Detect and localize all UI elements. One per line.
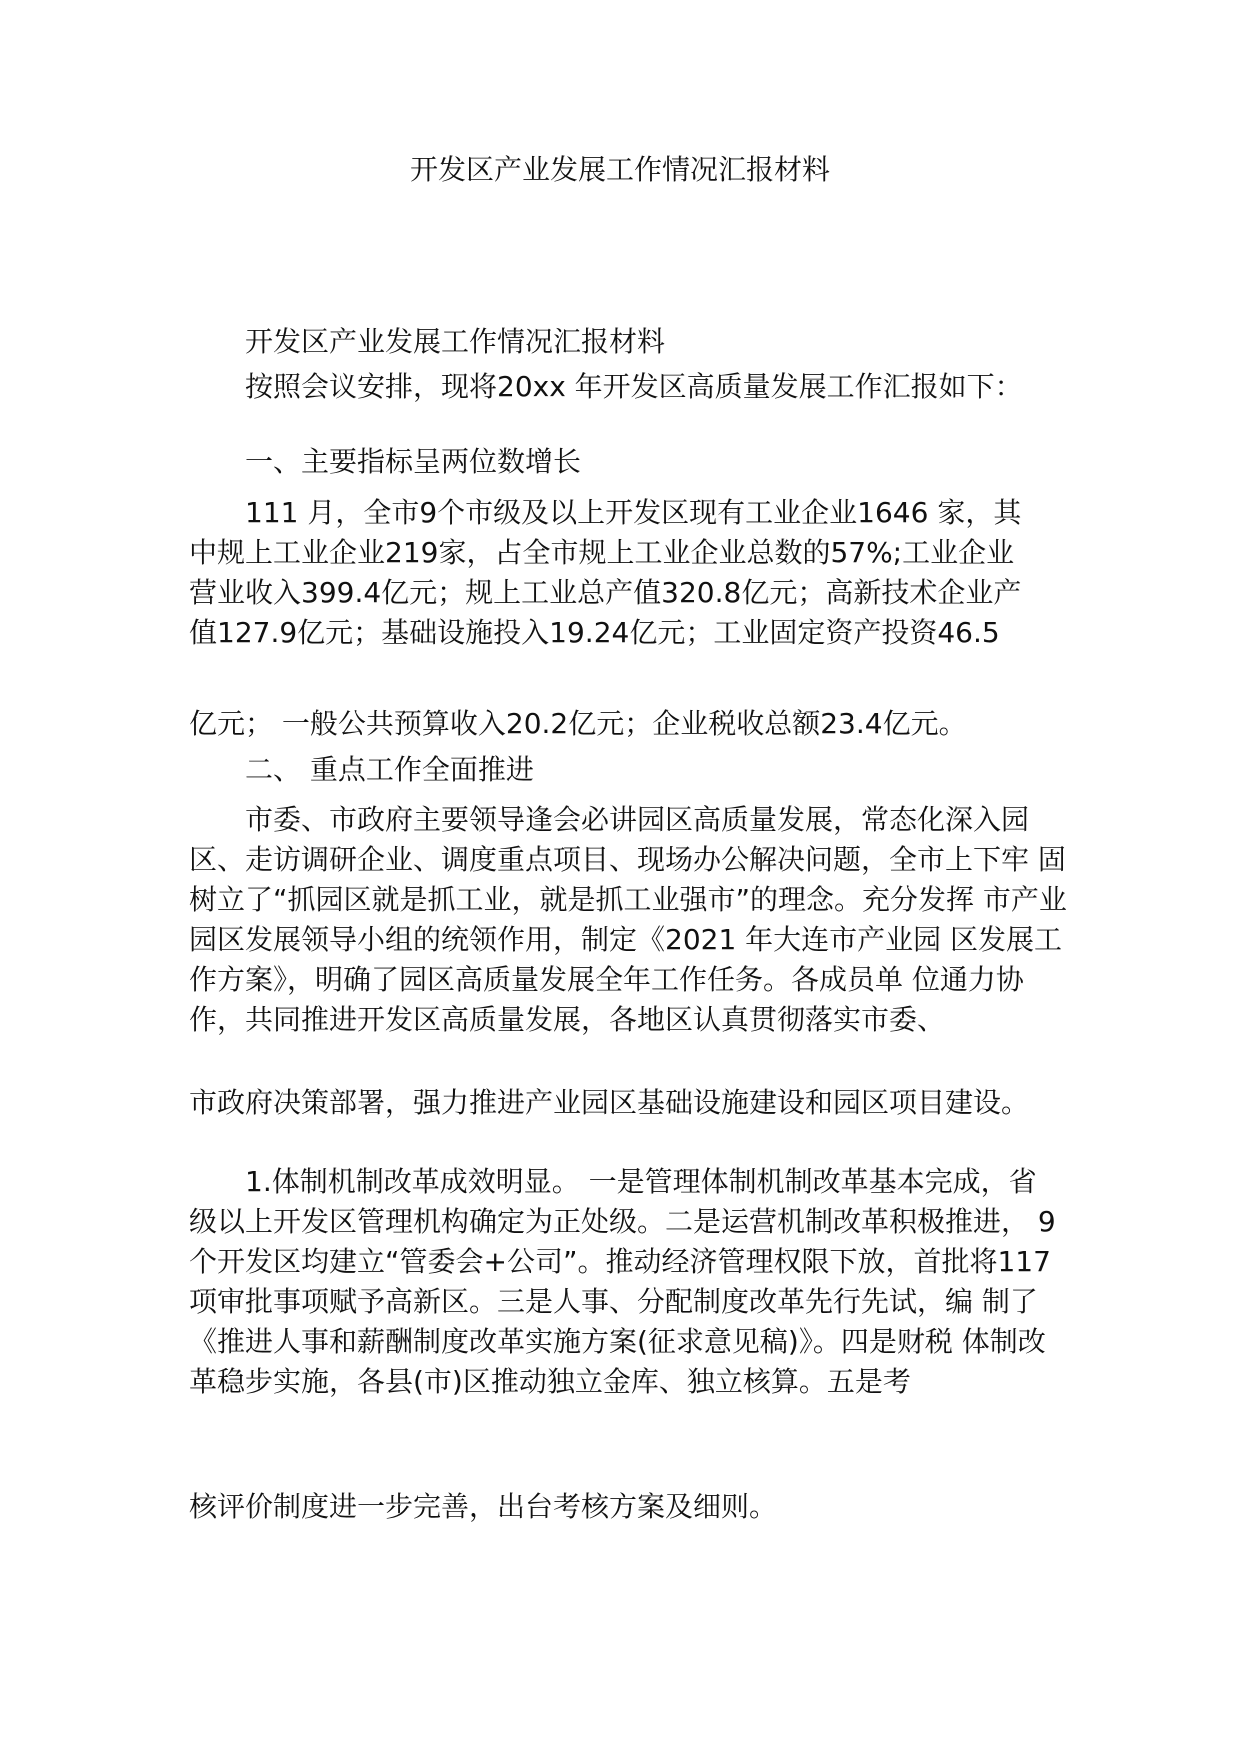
- reform-paragraph-continued: 核评价制度进一步完善，出台考核方案及细则。: [189, 1490, 778, 1523]
- section-heading-1: 一、主要指标呈两位数增长: [245, 445, 582, 478]
- intro-paragraph: 按照会议安排，现将20xx 年开发区高质量发展工作汇报如下：: [245, 370, 1023, 403]
- indicators-paragraph-continued: 亿元； 一般公共预算收入20.2亿元；企业税收总额23.4亿元。: [189, 707, 967, 740]
- reform-paragraph: 1.体制机制改革成效明显。 一是管理体制机制改革基本完成，省 级以上开发区管理机构确定为正处级。二是运营机制改革积极推进， 9个开发区均建立“管委会+公司”。推动经济管理权限下放，首批将117项审批事项赋予高新区。三是人事、分配制度改革先行先试，编 制了《推进人事和薪酬制度改革实施方案(征求意见稿)》。四是财税 体制改革稳步实施，各县(市)区推动独立金库、独立核算。五是考: [189, 1165, 1056, 1398]
- key-work-paragraph-continued: 市政府决策部署，强力推进产业园区基础设施建设和园区项目建设。: [189, 1086, 1030, 1119]
- document-title: 开发区产业发展工作情况汇报材料: [409, 153, 830, 186]
- key-work-paragraph: 市委、市政府主要领导逢会必讲园区高质量发展，常态化深入园 区、走访调研企业、调度重点项目、现场办公解决问题，全市上下牢 固树立了“抓园区就是抓工业，就是抓工业强市”的理念。充分发挥 市产业园区发展领导小组的统领作用，制定《2021 年大连市产业园 区发展工作方案》，明确了园区高质量发展全年工作任务。各成员单 位通力协作，共同推进开发区高质量发展，各地区认真贯彻落实市委、: [189, 803, 1067, 1036]
- body-heading: 开发区产业发展工作情况汇报材料: [245, 325, 666, 358]
- indicators-paragraph: 111 月，全市9个市级及以上开发区现有工业企业1646 家，其 中规上工业企业219家，占全市规上工业企业总数的57%;工业企业 营业收入399.4亿元；规上工业总产值320.8亿元；高新技术企业产 值127.9亿元；基础设施投入19.24亿元；工业固定资产投资46.5: [189, 496, 1022, 649]
- section-heading-2: 二、 重点工作全面推进: [245, 753, 534, 786]
